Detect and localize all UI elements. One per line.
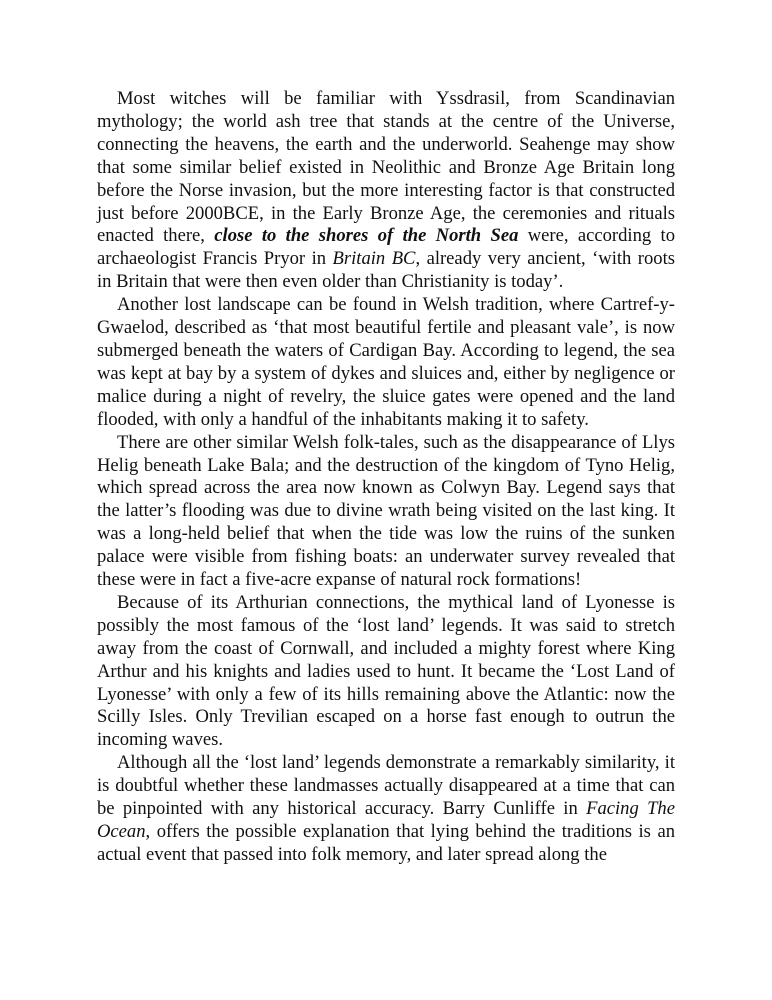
paragraph-lyonesse (97, 592, 675, 752)
paragraph-yggdrasil (97, 88, 675, 294)
paragraph-text: Another lost landscape can be found in Welsh tradition, where Cartref-y-Gwaelod, described as ‘that most beautiful fertile and pleasant vale’, is now submerged beneath the waters of Cardigan Bay. According to legend, the sea was kept at bay by a system of dykes and sluices and, either by negligence or malice during a night of revelry, the sluice gates were opened and the land flooded, with only a handful of the inhabitants making it to safety. (97, 294, 675, 430)
paragraph-text: Because of its Arthurian connections, the mythical land of Lyonesse is possibly the most famous of the ‘lost land’ legends. It was said to stretch away from the coast of Cornwall, and included a mighty forest where King Arthur and his knights and ladies used to hunt. It became the ‘Lost Land of Lyonesse’ with only a few of its hills remaining above the Atlantic: now the Scilly Isles. Only Trevilian escaped on a horse fast enough to outrun the incoming waves. (97, 591, 675, 751)
paragraph-lost-land-legends (97, 752, 675, 867)
book-title-facing-the-ocean: Facing The Ocean (97, 798, 675, 842)
paragraph-text: were, according to archaeologist Francis Pryor in (97, 225, 675, 270)
paragraph-text: There are other similar Welsh folk-tales, such as the disappearance of Llys Helig beneath Lake Bala; and the destruction of the kingdom of Tyno Helig, which spread across the area now known as Colwyn Bay. Legend says that the latter’s flooding was due to divine wrath being visited on the last king. It was a long-held belief that when the tide was low the ruins of the sunken palace were visible from fishing boats: an underwater survey revealed that these were in fact a five-acre expanse of natural rock formations! (97, 431, 675, 591)
page-body (97, 88, 675, 867)
paragraph-text: , offers the possible explanation that lying behind the traditions is an actual event that passed into folk memory, and later spread along the (97, 821, 675, 865)
paragraph-welsh-folk-tales (97, 432, 675, 592)
paragraph-text: Most witches will be familiar with Yssdrasil, from Scandinavian mythology; the world ash tree that stands at the centre of the Universe, connecting the heavens, the earth and the underworld. Seahenge may show that some similar belief existed in Neolithic and Bronze Age Britain long before the Norse invasion, but the more interesting factor is that constructed just before 2000BCE, in the Early Bronze Age, the ceremonies and rituals enacted there, (97, 88, 675, 247)
paragraph-cartref-y-gwaelod (97, 294, 675, 431)
paragraph-text: , already very ancient, ‘with roots in Britain that were then even older than Christianity is today’. (97, 248, 675, 293)
book-title-britain-bc: Britain BC (332, 248, 416, 270)
paragraph-text: Although all the ‘lost land’ legends demonstrate a remarkably similarity, it is doubtful whether these landmasses actually disappeared at a time that can be pinpointed with any historical accuracy. Barry Cunliffe in (97, 752, 675, 820)
emphasis-north-sea: close to the shores of the North Sea (214, 225, 519, 247)
